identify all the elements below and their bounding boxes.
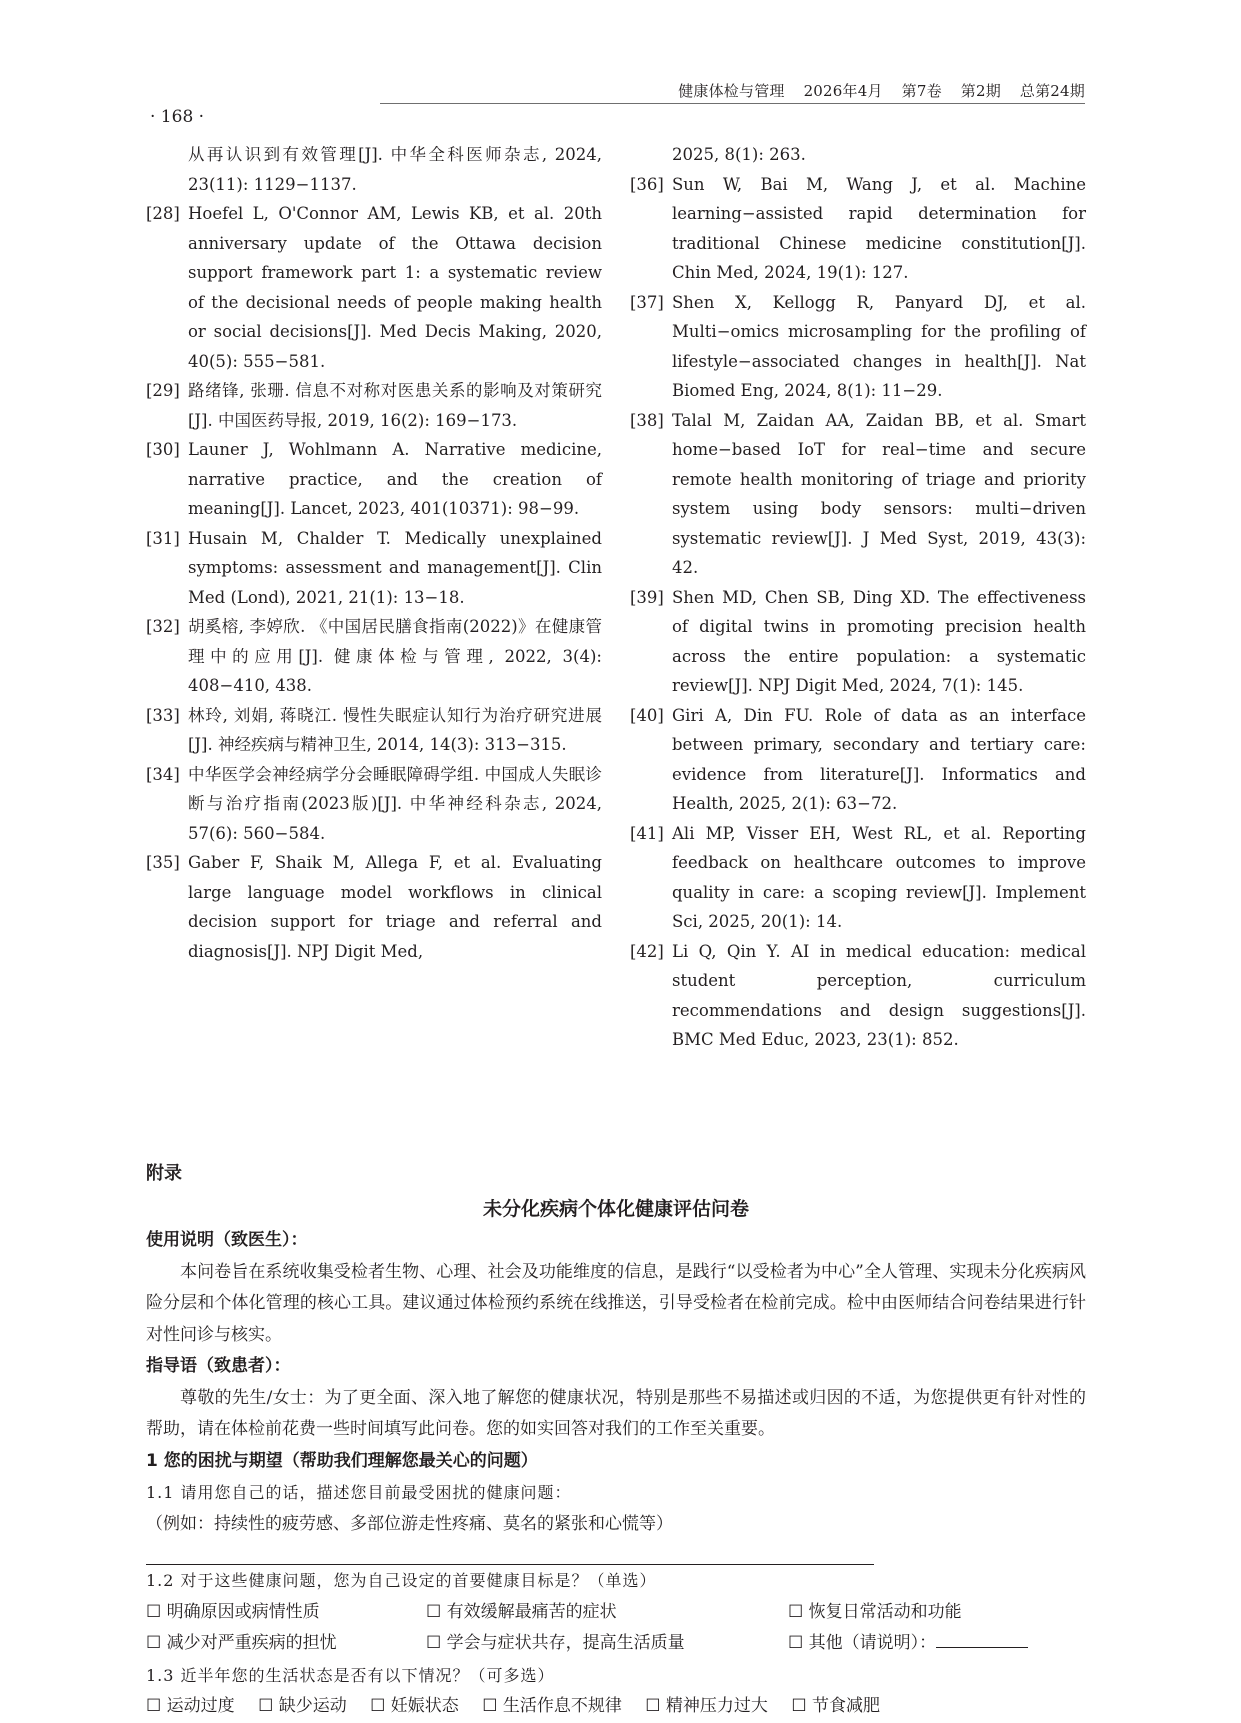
reference-number: [30] — [146, 440, 180, 459]
answer-line[interactable] — [146, 1540, 874, 1565]
reference-text: Husain M, Chalder T. Medically unexplained symptoms: assessment and management[J]. Clin Med (Lond), 2021, 21(1): 13−18. — [188, 528, 602, 607]
questionnaire-title: 未分化疾病个体化健康评估问卷 — [482, 1197, 749, 1220]
option-checkbox[interactable]: ☐ 学会与症状共存，提高生活质量 — [426, 1633, 685, 1653]
reference-number: [42] — [630, 941, 664, 961]
question-1-3-options — [146, 1691, 1086, 1723]
reference-item — [630, 701, 1086, 819]
running-header — [380, 80, 1085, 101]
reference-text: 2025, 8(1): 263. — [672, 145, 806, 164]
reference-number: [33] — [146, 705, 180, 725]
usage-heading: 使用说明（致医生）： — [146, 1230, 308, 1250]
question-1-2-options-row1 — [146, 1597, 1086, 1629]
reference-number: [29] — [146, 381, 180, 400]
section1-heading: 1 您的困扰与期望（帮助我们理解您最关心的问题） — [146, 1450, 538, 1471]
reference-item — [630, 819, 1086, 937]
reference-text: 胡奚榕, 李婷欣. 《中国居民膳食指南(2022)》在健康管理中的应用[J]. 健康体检与管理, 2022, 3(4): 408−410, 438. — [188, 617, 602, 695]
usage-text: 本问卷旨在系统收集受检者生物、心理、社会及功能维度的信息，是践行“以受检者为中心”全人管理、实现未分化疾病风险分层和个体化管理的核心工具。建议通过体检预约系统在线推送，引导受检者在检前完成。检中由医师结合问卷结果进行针对性问诊与核实。 — [146, 1261, 1086, 1345]
reference-number: [32] — [146, 617, 180, 636]
reference-item — [630, 937, 1086, 1055]
reference-item — [146, 199, 602, 376]
option-checkbox[interactable]: ☐ 运动过度 — [146, 1696, 235, 1716]
volume: 第7卷 — [901, 82, 942, 100]
reference-item — [630, 583, 1086, 701]
appendix-label: 附录 — [146, 1163, 182, 1184]
reference-number: [37] — [630, 292, 664, 312]
reference-item — [146, 140, 602, 199]
reference-text: 路绪锋, 张珊. 信息不对称对医患关系的影响及对策研究[J]. 中国医药导报, 2019, 16(2): 169−173. — [188, 381, 602, 430]
reference-text: 中华医学会神经病学分会睡眠障碍学组. 中国成人失眠诊断与治疗指南(2023版)[J]. 中华神经科杂志, 2024, 57(6): 560−584. — [188, 764, 602, 843]
option-checkbox[interactable]: ☐ 精神压力过大 — [645, 1696, 768, 1716]
option-checkbox[interactable]: ☐ 节食减肥 — [791, 1696, 880, 1716]
reference-item — [146, 376, 602, 435]
guide-heading: 指导语（致患者）： — [146, 1356, 291, 1376]
reference-number: [28] — [146, 204, 180, 223]
guide-text: 尊敬的先生/女士：为了更全面、深入地了解您的健康状况，特别是那些不易描述或归因的不适，为您提供更有针对性的帮助，请在体检前花费一些时间填写此问卷。您的如实回答对我们的工作至关重要。 — [146, 1387, 1086, 1439]
reference-text: Launer J, Wohlmann A. Narrative medicine, narrative practice, and the creation of meaning[J]. Lancet, 2023, 401(10371): 98−99. — [188, 440, 602, 518]
reference-text: Shen MD, Chen SB, Ding XD. The effectiveness of digital twins in promoting precision health across the entire population: a systematic review[J]. NPJ Digit Med, 2024, 7(1): 145. — [672, 587, 1086, 695]
option-checkbox[interactable]: ☐ 其他（请说明）： — [788, 1633, 937, 1653]
reference-text: 林玲, 刘娟, 蒋晓江. 慢性失眠症认知行为治疗研究进展[J]. 神经疾病与精神卫生, 2014, 14(3): 313−315. — [188, 705, 602, 754]
question-1-3: 1.3 近半年您的生活状态是否有以下情况？（可多选） — [146, 1665, 555, 1685]
reference-text: 从再认识到有效管理[J]. 中华全科医师杂志, 2024, 23(11): 1129−1137. — [188, 145, 602, 194]
reference-text: Talal M, Zaidan AA, Zaidan BB, et al. Smart home−based IoT for real−time and secure remote health monitoring of triage and priority system using body sensors: multi−driven systematic review[J]. J Med Syst, 2019, 43(3): 42. — [672, 410, 1086, 577]
reference-number: [34] — [146, 764, 180, 784]
question-1-2: 1.2 对于这些健康问题，您为自己设定的首要健康目标是？（单选） — [146, 1571, 657, 1590]
reference-item — [630, 140, 1086, 170]
reference-number: [31] — [146, 528, 180, 548]
reference-number: [35] — [146, 853, 180, 872]
issue: 第2期 — [960, 82, 1001, 100]
other-fill-blank[interactable] — [936, 1629, 1028, 1648]
total-issue: 总第24期 — [1019, 82, 1085, 100]
page-number: · 168 · — [150, 107, 205, 127]
option-checkbox[interactable]: ☐ 明确原因或病情性质 — [146, 1601, 320, 1622]
reference-item — [630, 170, 1086, 288]
reference-number: [36] — [630, 174, 664, 194]
reference-item — [146, 701, 602, 760]
reference-text: Gaber F, Shaik M, Allega F, et al. Evaluating large language model workflows in clinical decision support for triage and referral and diagnosis[J]. NPJ Digit Med, — [188, 853, 602, 961]
option-checkbox[interactable]: ☐ 减少对严重疾病的担忧 — [146, 1633, 337, 1653]
option-checkbox[interactable]: ☐ 缺少运动 — [258, 1696, 347, 1716]
question-1-1: 1.1 请用您自己的话，描述您目前最受困扰的健康问题： — [146, 1483, 572, 1502]
reference-text: Hoefel L, O'Connor AM, Lewis KB, et al. 20th anniversary update of the Ottawa decision support framework part 1: a systematic review of the decisional needs of people making health or social decisions[J]. Med Decis Making, 2020, 40(5): 555−581. — [188, 204, 602, 371]
reference-text: Li Q, Qin Y. AI in medical education: medical student perception, curriculum recommendations and design suggestions[J]. BMC Med Educ, 2023, 23(1): 852. — [672, 941, 1086, 1049]
reference-item — [146, 848, 602, 966]
reference-text: Giri A, Din FU. Role of data as an interface between primary, secondary and tertiary care: evidence from literature[J]. Informatics and Health, 2025, 2(1): 63−72. — [672, 705, 1086, 813]
reference-number: [38] — [630, 410, 664, 430]
reference-item — [146, 435, 602, 524]
option-checkbox[interactable]: ☐ 恢复日常活动和功能 — [788, 1601, 962, 1622]
reference-text: Ali MP, Visser EH, West RL, et al. Reporting feedback on healthcare outcomes to improve quality in care: a scoping review[J]. Implement Sci, 2025, 20(1): 14. — [672, 823, 1086, 931]
option-checkbox[interactable]: ☐ 生活作息不规律 — [482, 1696, 622, 1716]
reference-item — [630, 406, 1086, 583]
reference-item — [146, 760, 602, 849]
journal-name: 健康体检与管理 — [678, 82, 785, 100]
reference-text: Shen X, Kellogg R, Panyard DJ, et al. Multi−omics microsampling for the profiling of lifestyle−associated changes in health[J]. Nat Biomed Eng, 2024, 8(1): 11−29. — [672, 292, 1086, 400]
question-1-2-options-row2 — [146, 1628, 1086, 1660]
reference-text: Sun W, Bai M, Wang J, et al. Machine learning−assisted rapid determination for traditional Chinese medicine constitution[J]. Chin Med, 2024, 19(1): 127. — [672, 174, 1086, 282]
option-checkbox[interactable]: ☐ 妊娠状态 — [370, 1696, 459, 1716]
question-1-1-example: （例如：持续性的疲劳感、多部位游走性疼痛、莫名的紧张和心慌等） — [146, 1513, 673, 1534]
reference-number: [39] — [630, 587, 664, 607]
issue-date: 2026年4月 — [803, 82, 883, 100]
reference-number: [40] — [630, 705, 664, 725]
references-left-column — [146, 140, 602, 966]
reference-item — [146, 612, 602, 701]
reference-number: [41] — [630, 823, 664, 843]
option-checkbox[interactable]: ☐ 有效缓解最痛苦的症状 — [426, 1601, 617, 1622]
header-rule — [380, 103, 1085, 104]
references-right-column — [630, 140, 1086, 1055]
reference-item — [630, 288, 1086, 406]
option-other-group — [788, 1628, 1028, 1660]
appendix — [146, 1158, 1086, 1723]
reference-item — [146, 524, 602, 613]
